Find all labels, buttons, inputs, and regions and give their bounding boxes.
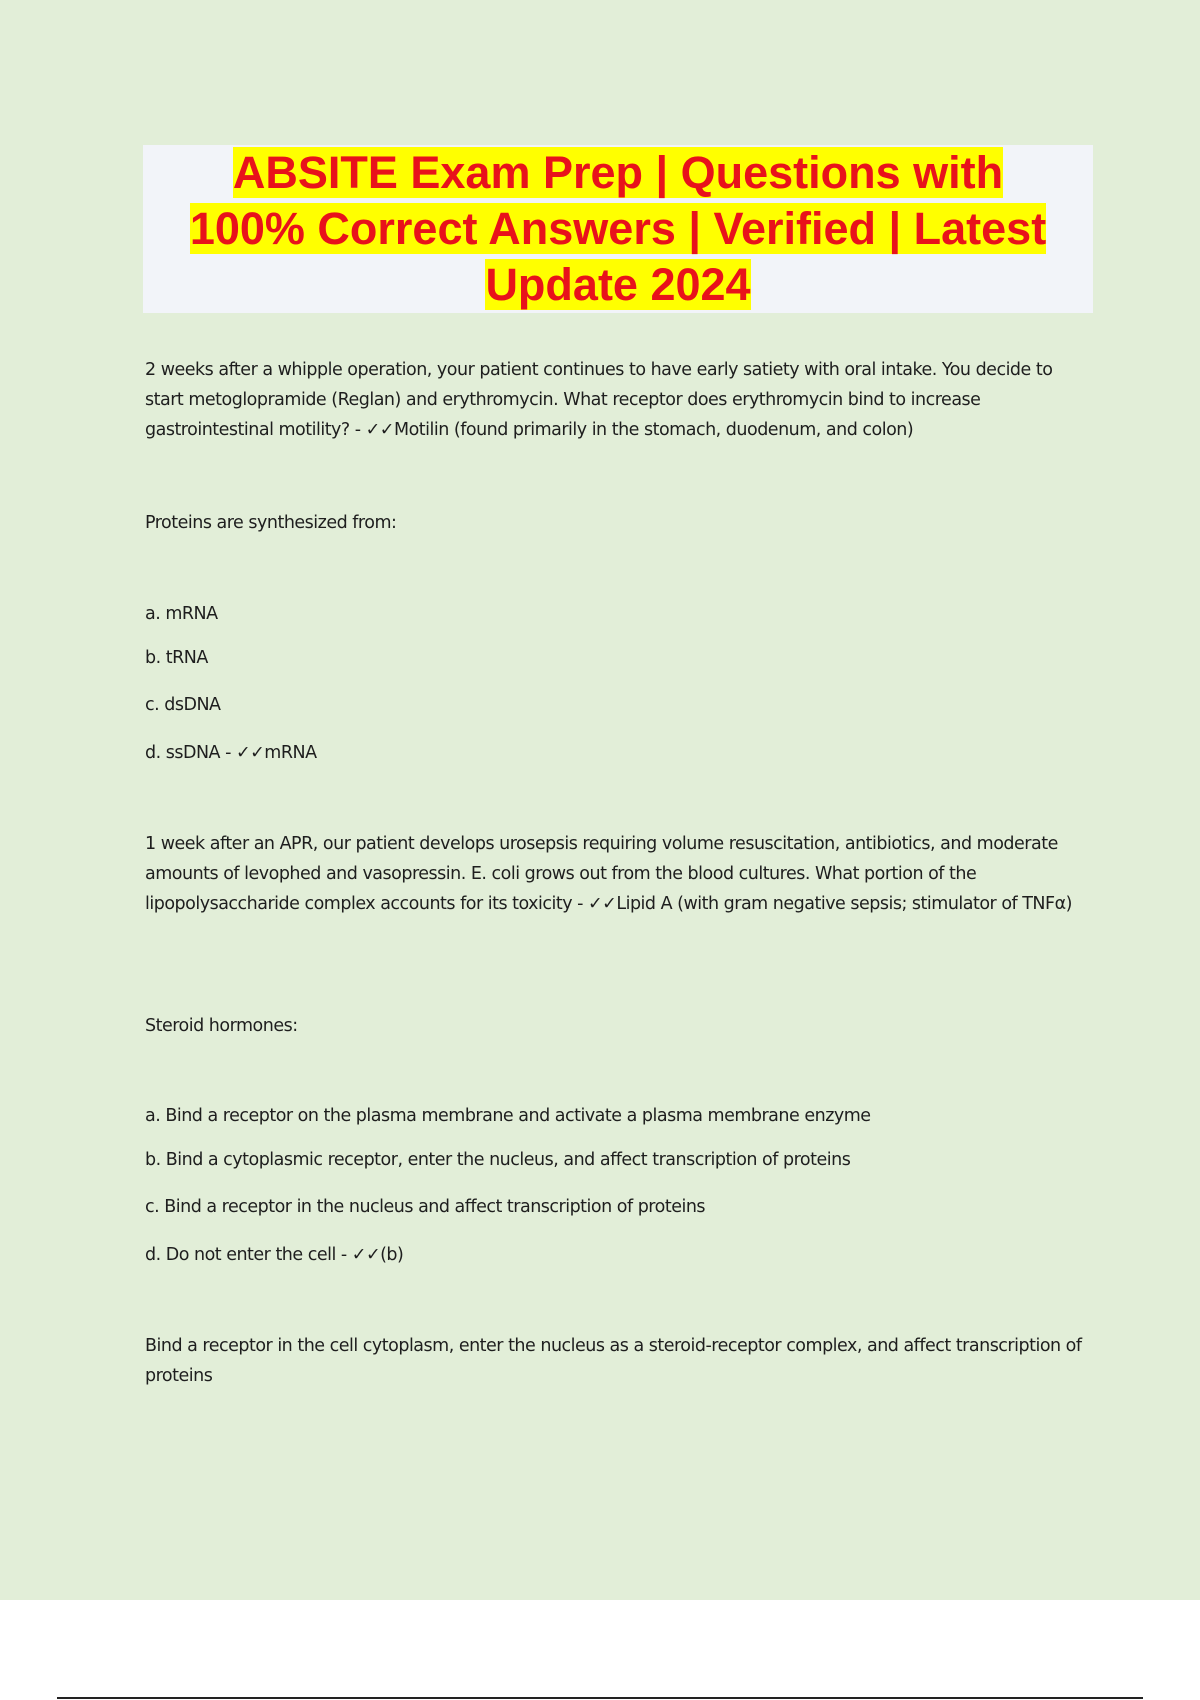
title-line-1: ABSITE Exam Prep | Questions with xyxy=(232,147,1004,198)
question-2-option-a: a. mRNA xyxy=(145,604,218,624)
title-line-2: 100% Correct Answers | Verified | Latest xyxy=(189,203,1047,254)
question-4-explanation: Bind a receptor in the cell cytoplasm, enter the nucleus as a steroid-receptor complex, and affect transcription of proteins xyxy=(145,1336,1082,1386)
question-4-option-b: b. Bind a cytoplasmic receptor, enter the nucleus, and affect transcription of proteins xyxy=(145,1150,851,1170)
question-2-option-b: b. tRNA xyxy=(145,648,208,668)
question-4-option-c: c. Bind a receptor in the nucleus and affect transcription of proteins xyxy=(145,1197,706,1217)
question-2-option-c: c. dsDNA xyxy=(145,695,221,715)
question-4-option-a: a. Bind a receptor on the plasma membrane and activate a plasma membrane enzyme xyxy=(145,1106,871,1126)
title-line-3: Update 2024 xyxy=(485,259,751,310)
question-2-option-d-answer: d. ssDNA - ✓✓mRNA xyxy=(145,743,317,763)
question-2-stem: Proteins are synthesized from: xyxy=(145,513,397,533)
title-block xyxy=(143,145,1093,313)
question-3-text: 1 week after an APR, our patient develops urosepsis requiring volume resuscitation, antibiotics, and moderate amounts of levophed and vasopressin. E. coli grows out from the blood cultures. What portion of the lipopolysaccharide complex accounts for its toxicity - ✓✓Lipid A (with gram negative sepsis; stimulator of TNFα) xyxy=(145,834,1072,914)
footer-divider xyxy=(57,1697,1143,1699)
document-title xyxy=(143,145,1093,313)
question-4-stem: Steroid hormones: xyxy=(145,1016,298,1036)
question-4-option-d-answer: d. Do not enter the cell - ✓✓(b) xyxy=(145,1245,404,1265)
question-1-text: 2 weeks after a whipple operation, your patient continues to have early satiety with oral intake. You decide to start metoglopramide (Reglan) and erythromycin. What receptor does erythromycin bind to increase gastrointestinal motility? - ✓✓Motilin (found primarily in the stomach, duodenum, and colon) xyxy=(145,360,1053,440)
